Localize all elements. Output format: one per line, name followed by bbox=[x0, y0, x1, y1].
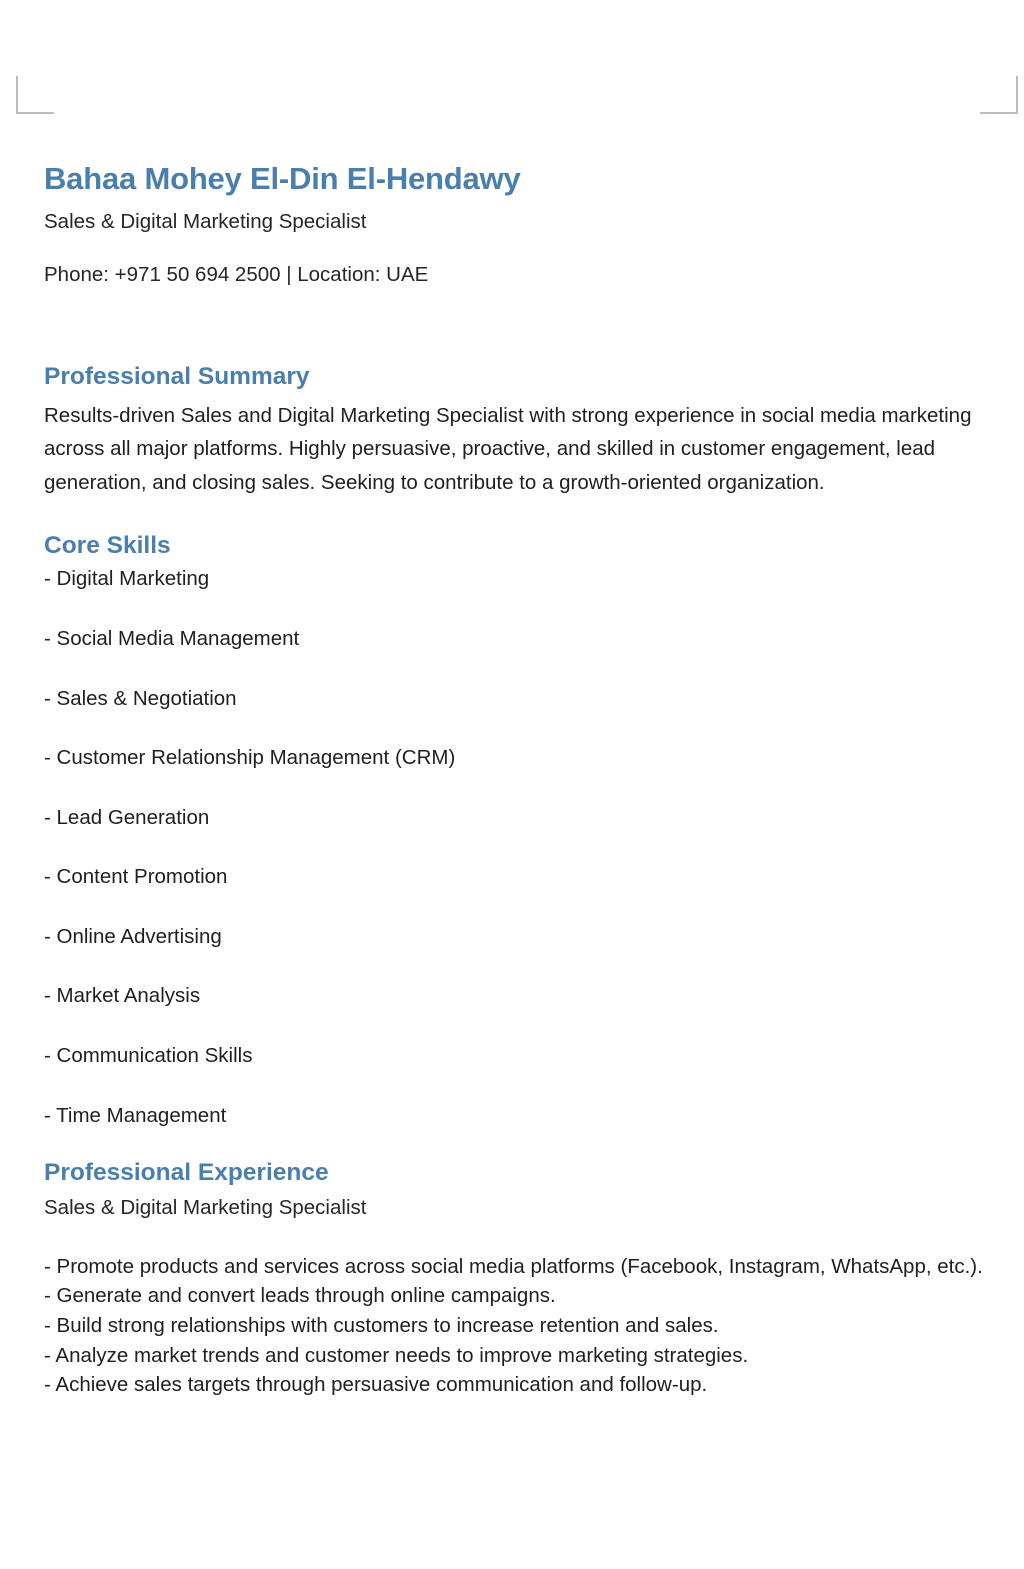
document-content bbox=[44, 160, 1004, 1400]
list-item: - Digital Marketing bbox=[44, 567, 210, 591]
list-item: - Time Management bbox=[44, 1103, 227, 1127]
list-item: - Sales & Negotiation bbox=[44, 686, 237, 710]
list-item: - Achieve sales targets through persuasive communication and follow-up. bbox=[44, 1373, 708, 1397]
list-item: - Lead Generation bbox=[44, 805, 210, 829]
list-item: - Generate and convert leads through online campaigns. bbox=[44, 1284, 556, 1308]
list-item: - Build strong relationships with customers to increase retention and sales. bbox=[44, 1313, 719, 1337]
list-item: - Customer Relationship Management (CRM) bbox=[44, 746, 456, 770]
section-core-skills bbox=[44, 531, 1004, 1129]
list-item: - Market Analysis bbox=[44, 984, 201, 1008]
list-item: - Social Media Management bbox=[44, 626, 300, 650]
section-heading-professional-summary: Professional Summary bbox=[44, 363, 310, 391]
section-heading-professional-experience: Professional Experience bbox=[44, 1159, 329, 1187]
section-professional-summary bbox=[44, 362, 1004, 498]
core-skills-list bbox=[44, 567, 1004, 1128]
crop-mark-top-right-icon bbox=[980, 76, 1018, 114]
professional-summary-text: Results-driven Sales and Digital Marketing Specialist with strong experience in social media marketing across all major platforms. Highly persuasive, proactive, and skilled in customer engagement, lead generation, and closing sales. Seeking to contribute to a growth-oriented organization. bbox=[44, 404, 972, 494]
list-item: - Analyze market trends and customer needs to improve marketing strategies. bbox=[44, 1343, 749, 1367]
list-item: - Communication Skills bbox=[44, 1044, 253, 1068]
list-item: - Online Advertising bbox=[44, 924, 222, 948]
section-professional-experience bbox=[44, 1158, 1004, 1400]
header-subtitle: Sales & Digital Marketing Specialist bbox=[44, 210, 367, 234]
page-title: Bahaa Mohey El-Din El-Hendawy bbox=[44, 161, 521, 196]
section-heading-core-skills: Core Skills bbox=[44, 531, 171, 559]
list-item: - Content Promotion bbox=[44, 865, 228, 889]
header-contact-line: Phone: +971 50 694 2500 | Location: UAE bbox=[44, 262, 429, 286]
crop-mark-top-left-icon bbox=[16, 76, 54, 114]
experience-duties-list bbox=[44, 1252, 1004, 1401]
list-item: - Promote products and services across social media platforms (Facebook, Instagram, WhatsApp, etc.). bbox=[44, 1254, 983, 1278]
experience-job-title: Sales & Digital Marketing Specialist bbox=[44, 1195, 367, 1219]
